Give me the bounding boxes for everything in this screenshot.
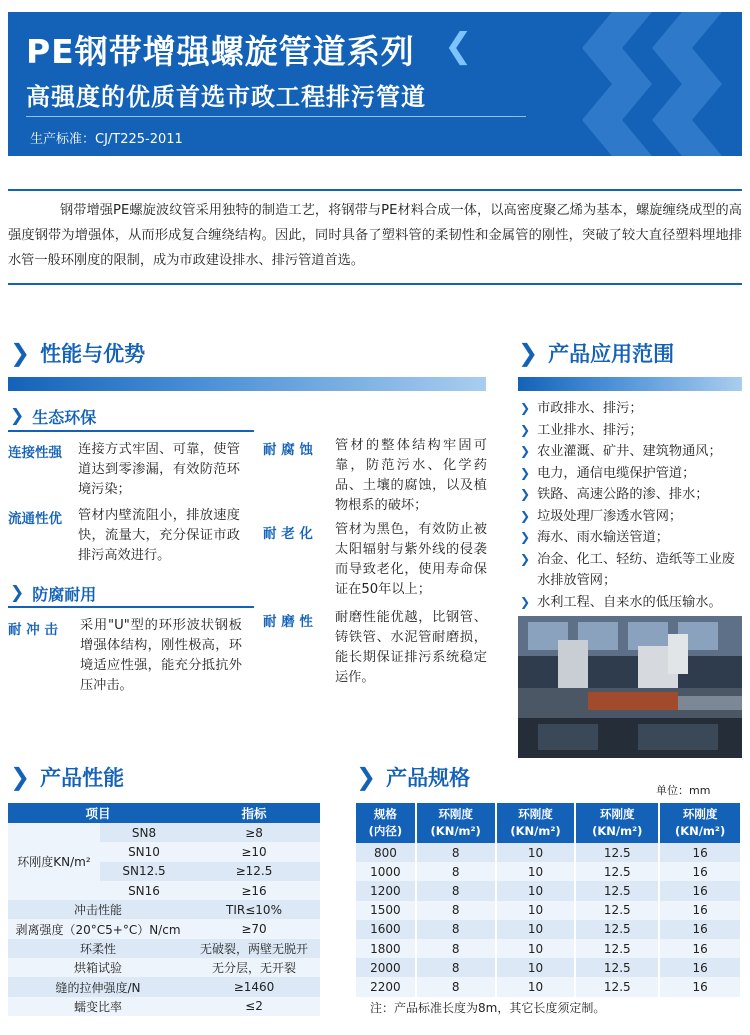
chevron-right-icon: ❯ [520, 487, 531, 501]
table-header: 环刚度 (KN/m²) [496, 803, 576, 843]
table-row [8, 939, 320, 958]
table-cell: 冲击性能 [8, 900, 188, 919]
table-row: 1200 8 10 12.5 16 [356, 881, 741, 900]
feature-label: 耐 腐 蚀 [263, 442, 313, 458]
feature-text: 管材内壁流阻小，排放速度快，流量大，充分保证市政排污高效进行。 [78, 508, 240, 563]
performance-table [8, 803, 320, 1016]
table-cell: ≤2 [188, 997, 320, 1016]
list-item: ❯ 电力，通信电缆保护管道； [520, 463, 744, 485]
table-cell: SN8 [100, 823, 188, 842]
chevron-right-icon: ❯ [520, 401, 531, 415]
applications-list [520, 398, 744, 613]
feature-label: 流通性优 [8, 511, 62, 527]
applications-bar [518, 377, 742, 391]
applications-heading: ❯ 产品应用范围 [518, 339, 675, 367]
table-cell: TIR≤10% [188, 900, 320, 919]
header-banner [8, 12, 742, 156]
list-item: ❯ 农业灌溉、矿井、建筑物通风； [520, 441, 744, 463]
feature-text: 管材为黑色，有效防止被太阳辐射与紫外线的侵袭而导致老化，使用寿命保证在50年以上； [335, 522, 487, 597]
table-row [8, 958, 320, 977]
chevron-right-icon: ❯ [518, 339, 539, 367]
table-cell: SN10 [100, 842, 188, 861]
table-cell: 无破裂，两壁无脱开 [188, 939, 320, 958]
table-cell: SN16 [100, 881, 188, 900]
table-header: 规格 (内径) [356, 803, 416, 843]
list-item: ❯ 冶金、化工、轻纺、造纸等工业废水排放管网； [520, 549, 744, 592]
feature-text: 连接方式牢固、可靠，使管道达到零渗漏，有效防范环境污染； [78, 442, 240, 497]
table-header-row [8, 803, 320, 823]
table-cell: 烘箱试验 [8, 958, 188, 977]
table-row: 1500 8 10 12.5 16 [356, 901, 741, 920]
header-divider [26, 116, 526, 117]
page-subtitle: 高强度的优质首选市政工程排污管道 [26, 83, 426, 111]
list-item: ❯ 海水、雨水输送管道； [520, 527, 744, 549]
chevron-right-icon: ❯ [520, 551, 531, 566]
table-cell: ≥8 [188, 823, 320, 842]
factory-machinery-image [518, 616, 742, 758]
chevron-pattern-icon [572, 12, 742, 156]
chevron-right-icon: ❯ [520, 444, 531, 458]
chevron-right-icon: ❯ [10, 339, 31, 367]
table-row [8, 919, 320, 938]
table-cell: 环刚度KN/m² [8, 823, 100, 900]
table-cell: 缝的拉伸强度/N [8, 977, 188, 996]
table-cell: ≥10 [188, 842, 320, 861]
feature-text: 管材的整体结构牢固可靠，防范污水、化学药品、土壤的腐蚀，以及植物根系的破坏； [335, 438, 487, 513]
anti-divider [8, 606, 254, 608]
chevron-right-icon: ❯ [10, 583, 25, 603]
intro-paragraph: 钢带增强PE螺旋波纹管采用独特的制造工艺，将钢带与PE材料合成一体，以高密度聚乙烯为基本，螺旋缠绕成型的高强度钢带为增强体，从而形成复合缠绕结构。因此，同时具备了塑料管的柔韧性和金属管的刚性，突破了较大直径塑料埋地排水管一般环刚度的限制，成为市政建设排水、排污管道首选。 [8, 203, 742, 268]
table-cell: 无分层，无开裂 [188, 958, 320, 977]
anti-subheading: ❯ 防腐耐用 [10, 583, 97, 604]
chevron-right-icon: ❯ [520, 508, 531, 523]
list-item: ❯ 垃圾处理厂渗透水管网； [520, 506, 744, 528]
unit-label: 单位：mm [656, 784, 711, 797]
table-cell: SN12.5 [100, 862, 188, 881]
table-row [8, 900, 320, 919]
table-cell: ≥12.5 [188, 862, 320, 881]
table-header-row [356, 803, 741, 843]
table-row [8, 997, 320, 1016]
chevron-right-icon: ❯ [10, 763, 31, 791]
table-cell: 剥离强度（20°C5+°C）N/cm [8, 919, 188, 938]
list-item: ❯ 市政排水、排污； [520, 398, 744, 420]
chevron-right-icon: ❯ [520, 422, 531, 437]
eco-subheading: ❯ 生态环保 [10, 406, 97, 427]
table-cell: ≥1460 [188, 977, 320, 996]
page-title: PE钢带增强螺旋管道系列 [26, 32, 415, 71]
feature-label: 耐 冲 击 [8, 622, 58, 638]
specs-table [356, 803, 742, 997]
specs-note: 注：产品标准长度为8m，其它长度须定制。 [370, 1001, 606, 1015]
eco-divider [8, 430, 254, 432]
chevron-right-icon: ❯ [520, 465, 531, 480]
table-row: 1000 8 10 12.5 16 [356, 862, 741, 881]
table-row: 2000 8 10 12.5 16 [356, 958, 741, 977]
table-row: 2200 8 10 12.5 16 [356, 977, 741, 996]
table-cell: ≥16 [188, 881, 320, 900]
list-item: ❯ 工业排水、排污； [520, 420, 744, 442]
table-header: 环刚度 (KN/m²) [416, 803, 496, 843]
factory-photo [518, 616, 742, 758]
feature-text: 采用"U"型的环形波状钢板增强体结构，刚性极高，环境适应性强，能充分抵抗外压冲击。 [80, 618, 242, 693]
table-row: 1800 8 10 12.5 16 [356, 939, 741, 958]
performance-heading: ❯ 产品性能 [10, 763, 125, 791]
table-header: 环刚度 (KN/m²) [659, 803, 741, 843]
table-cell: 环柔性 [8, 939, 188, 958]
table-row [8, 823, 320, 842]
production-standard: 生产标准：CJ/T225-2011 [30, 132, 183, 147]
specs-heading: ❯ 产品规格 [356, 763, 471, 791]
chevron-right-icon: ❯ [356, 763, 377, 791]
chevron-right-icon: ❯ [520, 530, 531, 544]
feature-label: 耐 老 化 [263, 526, 313, 542]
list-item: ❯ 水利工程、自来水的低压输水。 [520, 592, 744, 614]
table-row: 800 8 10 12.5 16 [356, 843, 741, 862]
advantages-bar [8, 377, 486, 391]
table-cell: ≥70 [188, 919, 320, 938]
table-row: 1600 8 10 12.5 16 [356, 920, 741, 939]
feature-label: 连接性强 [8, 445, 62, 461]
chevron-left-icon: ❮ [444, 26, 473, 66]
intro-bottom-divider [8, 283, 742, 285]
chevron-right-icon: ❯ [10, 406, 25, 426]
feature-label: 耐 磨 性 [263, 614, 313, 630]
table-header: 指标 [188, 803, 320, 823]
table-header: 环刚度 (KN/m²) [575, 803, 659, 843]
feature-text: 耐磨性能优越，比钢管、铸铁管、水泥管耐磨损，能长期保证排污系统稳定运作。 [335, 610, 487, 685]
table-header: 项目 [8, 803, 188, 823]
table-cell: 蠕变比率 [8, 997, 188, 1016]
advantages-heading: ❯ 性能与优势 [10, 339, 146, 367]
chevron-right-icon: ❯ [520, 594, 531, 609]
intro-top-divider [8, 189, 742, 191]
list-item: ❯ 铁路、高速公路的渗、排水； [520, 484, 744, 506]
table-row [8, 977, 320, 996]
